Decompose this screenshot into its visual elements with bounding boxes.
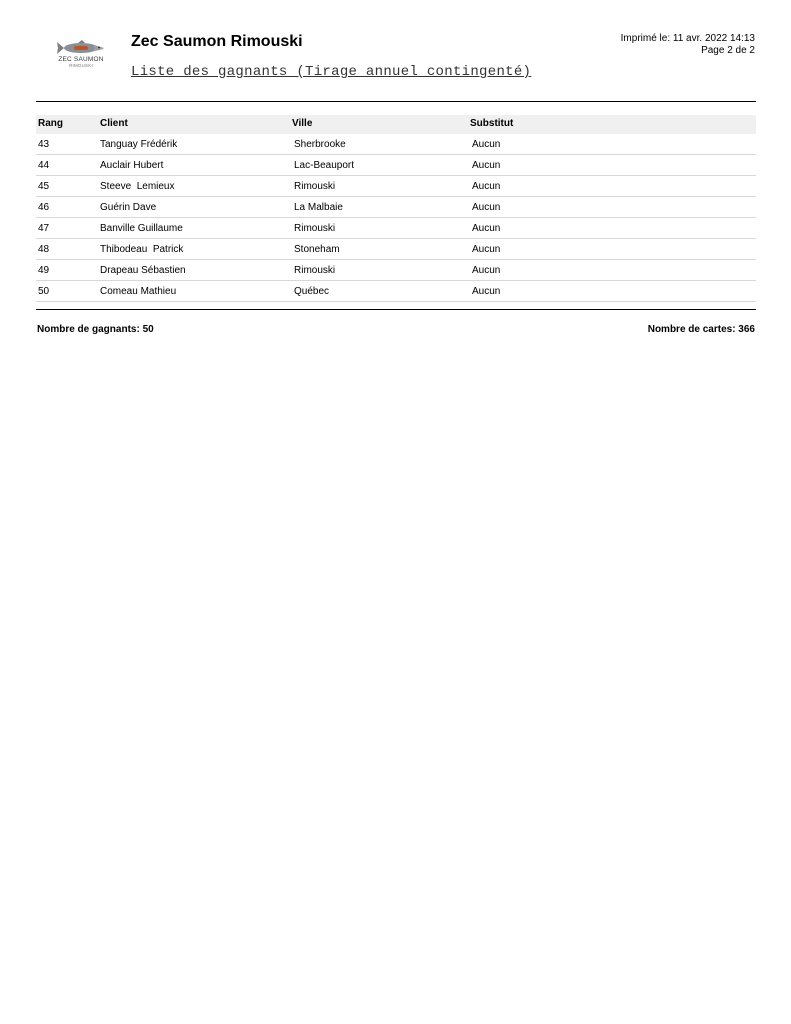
cell-rang: 44 (38, 160, 50, 171)
cell-rang: 47 (38, 223, 50, 234)
cell-ville: Rimouski (294, 181, 336, 192)
cell-ville: Sherbrooke (294, 139, 346, 150)
table-row (36, 281, 756, 302)
print-info (621, 33, 755, 57)
cell-client: Auclair Hubert (100, 160, 164, 171)
cell-ville: Rimouski (294, 265, 336, 276)
table-row (36, 260, 756, 281)
column-header-substitut: Substitut (470, 118, 514, 129)
winners-table-body (36, 134, 756, 302)
page-number: Page 2 de 2 (701, 45, 755, 56)
cell-client: Banville Guillaume (100, 223, 183, 234)
cell-substitut: Aucun (472, 202, 501, 213)
cell-rang: 45 (38, 181, 50, 192)
table-row (36, 197, 756, 218)
cell-ville: La Malbaie (294, 202, 343, 213)
logo-text (52, 56, 110, 69)
cell-client: Thibodeau Patrick (100, 244, 184, 255)
column-header-client: Client (100, 118, 128, 129)
cell-client: Drapeau Sébastien (100, 265, 186, 276)
cell-substitut: Aucun (472, 286, 501, 297)
cell-substitut: Aucun (472, 139, 501, 150)
cell-substitut: Aucun (472, 244, 501, 255)
cards-count: Nombre de cartes: 366 (647, 324, 755, 335)
table-row (36, 218, 756, 239)
cell-client: Comeau Mathieu (100, 286, 177, 297)
cell-substitut: Aucun (472, 265, 501, 276)
column-header-rang: Rang (38, 118, 63, 129)
cell-substitut: Aucun (472, 160, 501, 171)
table-row (36, 155, 756, 176)
winners-count: Nombre de gagnants: 50 (37, 324, 154, 335)
footer-divider (36, 309, 756, 310)
table-header (36, 115, 756, 134)
cell-ville: Québec (294, 286, 330, 297)
report-title: Liste des gagnants (Tirage annuel contingenté) (131, 64, 532, 80)
cell-substitut: Aucun (472, 223, 501, 234)
cell-rang: 43 (38, 139, 50, 150)
cell-client: Steeve Lemieux (100, 181, 175, 192)
cell-ville: Stoneham (294, 244, 340, 255)
table-row (36, 239, 756, 260)
logo-name: ZEC SAUMON (58, 56, 104, 63)
header-divider (36, 101, 756, 102)
table-row (36, 134, 756, 155)
printed-date: Imprimé le: 11 avr. 2022 14:13 (620, 33, 755, 44)
logo-subtext: RIMOUSKI (69, 63, 93, 68)
cell-rang: 48 (38, 244, 50, 255)
cell-substitut: Aucun (472, 181, 501, 192)
cell-client: Tanguay Frédérik (100, 139, 178, 150)
cell-rang: 50 (38, 286, 50, 297)
cell-client: Guérin Dave (100, 202, 157, 213)
cell-ville: Rimouski (294, 223, 336, 234)
cell-ville: Lac-Beauport (294, 160, 355, 171)
column-header-ville: Ville (292, 118, 313, 129)
cell-rang: 49 (38, 265, 50, 276)
cell-rang: 46 (38, 202, 50, 213)
table-row (36, 176, 756, 197)
organization-title: Zec Saumon Rimouski (131, 33, 303, 50)
